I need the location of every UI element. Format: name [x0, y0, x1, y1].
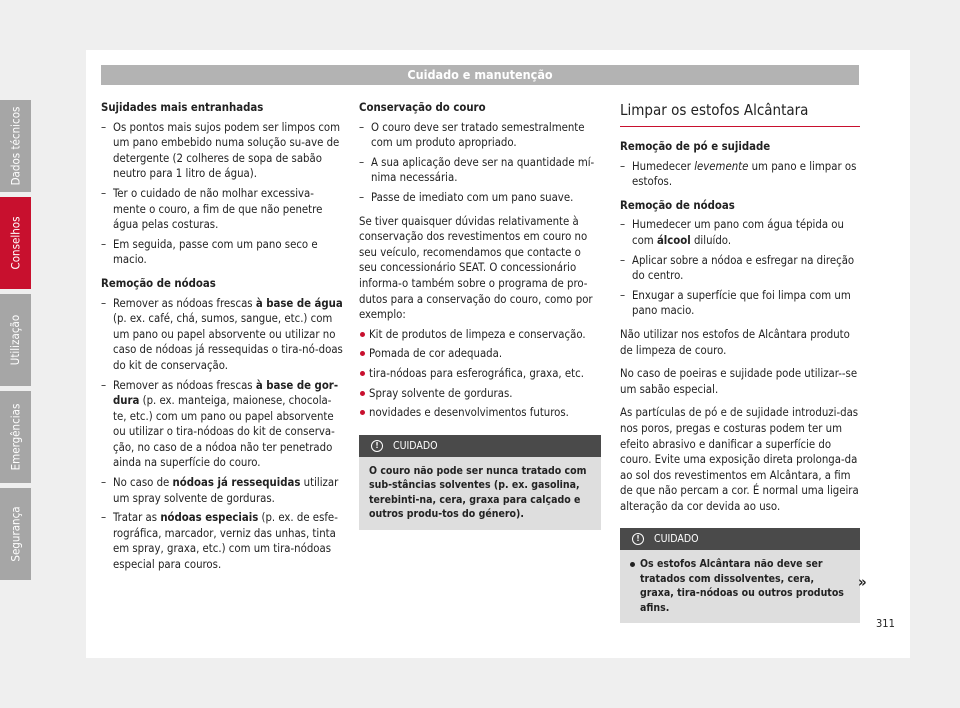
list-item: novidades e desenvolvimentos futuros. [359, 405, 601, 421]
chapter-header: Cuidado e manutenção [101, 65, 859, 85]
caution-text: O couro não pode ser nunca tratado com sub-stâncias solventes (p. ex. gasolina, terebinti-na, cera, graxa para calçado e outros produ-tos do género). [369, 464, 587, 521]
list-dust-removal [620, 159, 860, 190]
heading-dust-removal: Remoção de pó e sujidade [620, 140, 771, 153]
list-item: – Remover as nódoas frescas à base de gor-dura (p. ex. manteiga, maionese, chocola-te, etc.) com um pano ou papel absorvente ou utilizar o tira-nódoas do kit de conserva-ção, no caso de a nódoa não ter penetrado ainda na superfície do couro. [101, 378, 343, 472]
list-item: – Os pontos mais sujos podem ser limpos com um pano embebido numa solução su-ave de detergente (2 colheres de sopa de sabão neutro para 1 litro de água). [101, 120, 343, 182]
list-item: – Ter o cuidado de não molhar excessiva-mente o couro, a fim de que não penetre água pelas costuras. [101, 186, 343, 233]
caution-label: CUIDADO [654, 533, 699, 546]
heading-stain-removal-alcantara: Remoção de nódoas [620, 198, 735, 212]
list-item: – No caso de nódoas já ressequidas utilizar um spray solvente de gorduras. [101, 475, 343, 506]
paragraph-dealer: Se tiver quaisquer dúvidas relativamente à conservação dos revestimentos em couro no seu veículo, recomendamos que contacte o seu concessionário SEAT. O concessionário informa-o também sobre o programa de pro-dutos para a conservação do couro, como por exemplo: [359, 214, 593, 322]
heading-stubborn-dirt: Sujidades mais entranhadas [101, 101, 264, 114]
tab-seguranca[interactable]: Segurança [0, 488, 31, 580]
list-item: tira-nódoas para esferográfica, graxa, etc. [359, 366, 601, 382]
tab-conselhos[interactable]: Conselhos [0, 197, 31, 289]
list-stubborn-dirt [101, 120, 343, 268]
column-right [620, 100, 860, 623]
list-item: – Passe de imediato com um pano suave. [359, 190, 601, 206]
list-item: Spray solvente de gorduras. [359, 386, 601, 402]
caution-box-alcantara [620, 528, 860, 623]
caution-header [620, 528, 860, 550]
list-item: – Em seguida, passe com um pano seco e macio. [101, 237, 343, 268]
list-item: – O couro deve ser tratado semestralmente com um produto apropriado. [359, 120, 601, 151]
column-middle [359, 100, 601, 530]
caution-text: Os estofos Alcântara não deve ser tratados com dissolventes, cera, graxa, tira-nódoas ou outros produtos afins. [630, 557, 850, 615]
list-item: – Humedecer um pano com água tépida ou com álcool diluído. [620, 217, 860, 248]
heading-leather-care: Conservação do couro [359, 101, 486, 114]
paragraph-special-soap: No caso de poeiras e sujidade pode utilizar--se um sabão especial. [620, 367, 858, 396]
list-item: Kit de produtos de limpeza e conservação. [359, 327, 601, 343]
column-left [101, 100, 343, 573]
section-title-alcantara: Limpar os estofos Alcântara [620, 100, 860, 127]
list-item: – Aplicar sobre a nódoa e esfregar na direção do centro. [620, 253, 860, 284]
tab-dados-tecnicos[interactable]: Dados técnicos [0, 100, 31, 192]
list-products [359, 327, 601, 421]
list-item: – Enxugar a superfície que foi limpa com um pano macio. [620, 288, 860, 319]
paragraph-no-leather-cleaner: Não utilizar nos estofos de Alcântara produto de limpeza de couro. [620, 327, 850, 357]
list-item: – Tratar as nódoas especiais (p. ex. de esfe-rográfica, marcador, verniz das unhas, tinta em spray, graxa, etc.) com um tira-nódoas especial para couros. [101, 510, 343, 572]
list-item: – Humedecer levemente um pano e limpar os estofos. [620, 159, 860, 190]
caution-header [359, 435, 601, 457]
continue-arrow-icon: » [858, 573, 867, 591]
list-item: Pomada de cor adequada. [359, 346, 601, 362]
paragraph-abrasion: As partículas de pó e de sujidade introduzi-das nos poros, pregas e costuras podem ter um efeito abrasivo e danificar a superfície do couro. Evite uma exposição direta prolonga-da ao sol dos revestimentos em Alcântara, a fim de que não percam a cor. É normal uma ligeira alteração da cor devida ao uso. [620, 406, 859, 513]
page-number: 311 [876, 617, 895, 630]
list-item: – A sua aplicação deve ser na quantidade mí-nima necessária. [359, 155, 601, 186]
list-stain-removal-alcantara [620, 217, 860, 319]
caution-label: CUIDADO [393, 439, 438, 452]
heading-stain-removal: Remoção de nódoas [101, 276, 216, 290]
warning-icon: ! [632, 533, 644, 545]
caution-box-leather [359, 435, 601, 530]
warning-icon: ! [371, 440, 383, 452]
tab-emergencias[interactable]: Emergências [0, 391, 31, 483]
list-item: – Remover as nódoas frescas à base de água (p. ex. café, chá, sumos, sangue, etc.) com um pano ou papel absorvente ou utilizar no caso de nódoas já ressequidas o tira-nó-doas do kit de conservação. [101, 296, 343, 374]
tab-utilizacao[interactable]: Utilização [0, 294, 31, 386]
list-stain-removal [101, 296, 343, 573]
list-leather-care [359, 120, 601, 206]
